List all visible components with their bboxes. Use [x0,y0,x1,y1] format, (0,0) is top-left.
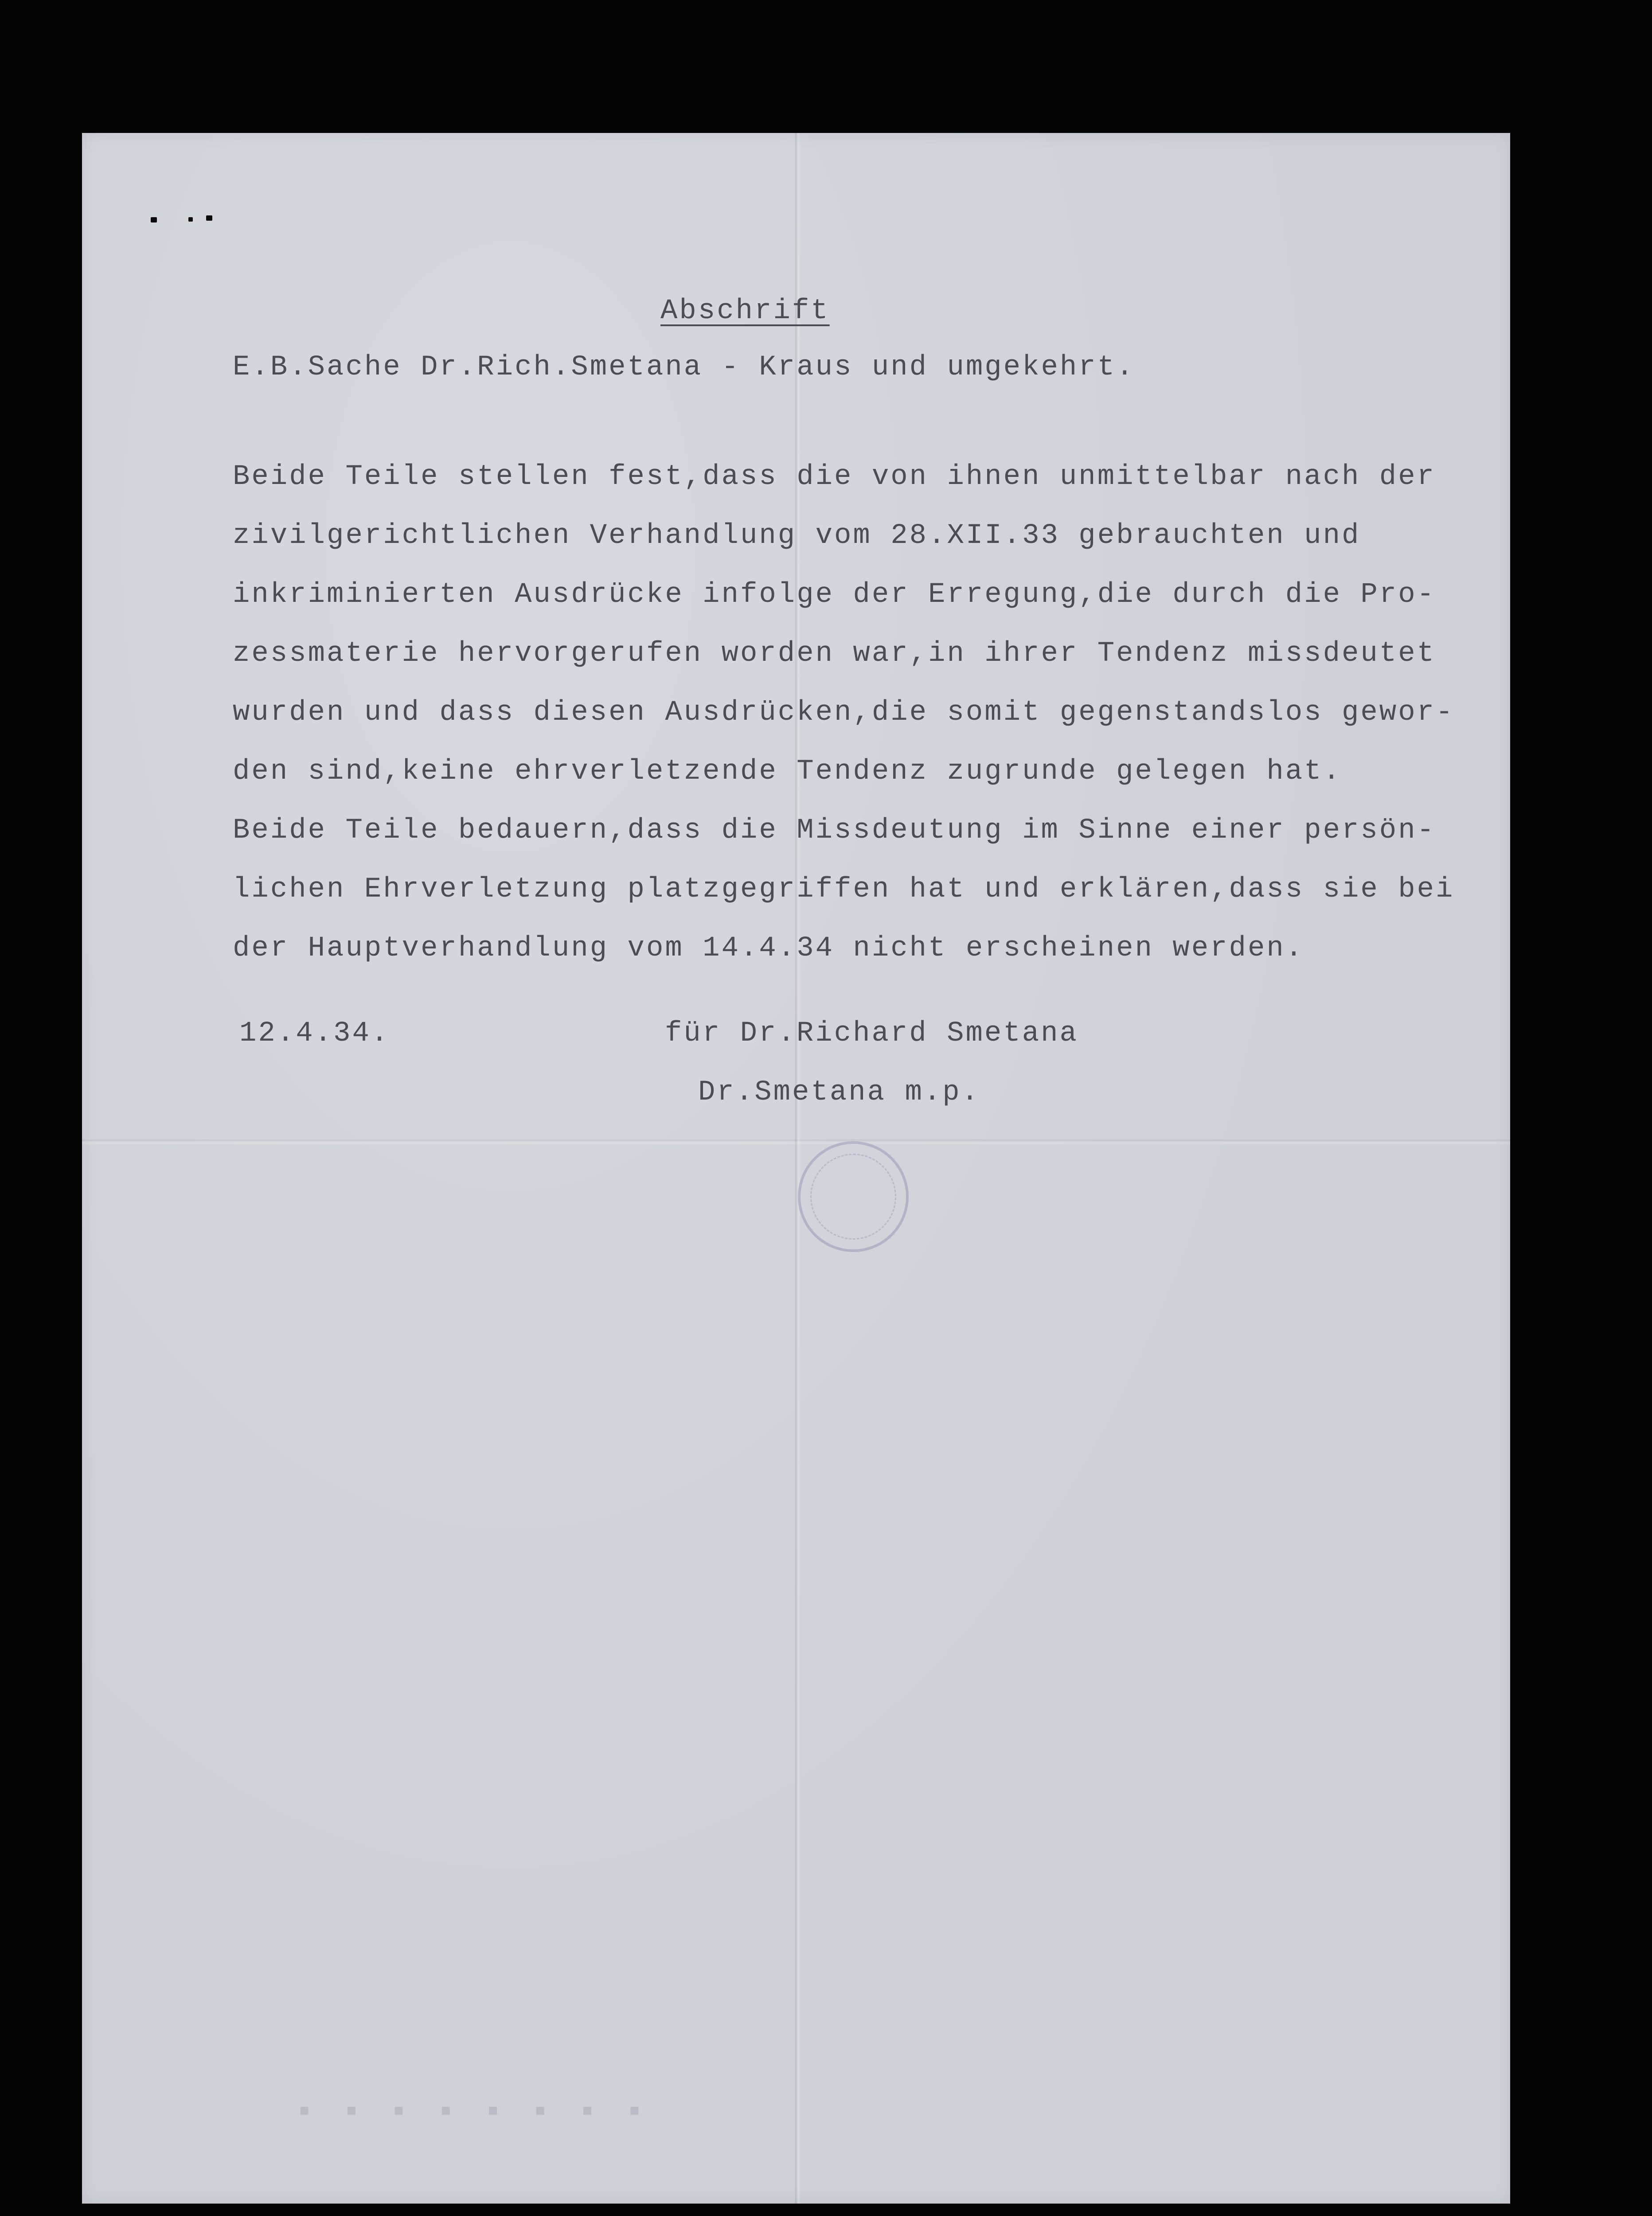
punch-mark [206,215,212,221]
body-line: den sind,keine ehrverletzende Tendenz zugrunde gelegen hat. [233,756,1342,788]
body-line: inkriminierten Ausdrücke infolge der Erregung,die durch die Pro- [233,579,1436,611]
document-sheet [82,133,1510,2204]
signature-line: Dr.Smetana m.p. [698,1077,980,1108]
official-stamp [798,1141,909,1252]
punch-mark [151,217,157,222]
body-line: zivilgerichtlichen Verhandlung vom 28.XII.33 gebrauchten und [233,520,1361,552]
body-line: zessmaterie hervorgerufen worden war,in ihrer Tendenz missdeutet [233,638,1436,670]
body-line: lichen Ehrverletzung platzgegriffen hat und erklären,dass sie bei [233,874,1455,905]
body-line: Beide Teile bedauern,dass die Missdeutung im Sinne einer persön- [233,815,1436,847]
signature-line: für Dr.Richard Smetana [665,1018,1078,1049]
punch-mark [188,217,193,222]
document-date: 12.4.34. [239,1018,390,1049]
body-line: Beide Teile stellen fest,dass die von ihnen unmittelbar nach der [233,461,1436,493]
document-subject: E.B.Sache Dr.Rich.Smetana - Kraus und umgekehrt. [233,351,1135,383]
document-title: Abschrift [660,295,830,327]
body-line: der Hauptverhandlung vom 14.4.34 nicht erscheinen werden. [233,932,1304,964]
faint-archive-mark: ▪ ▪ ▪ ▪ ▪ ▪ ▪ ▪ [295,2094,649,2130]
body-line: wurden und dass diesen Ausdrücken,die somit gegenstandslos gewor- [233,697,1455,729]
